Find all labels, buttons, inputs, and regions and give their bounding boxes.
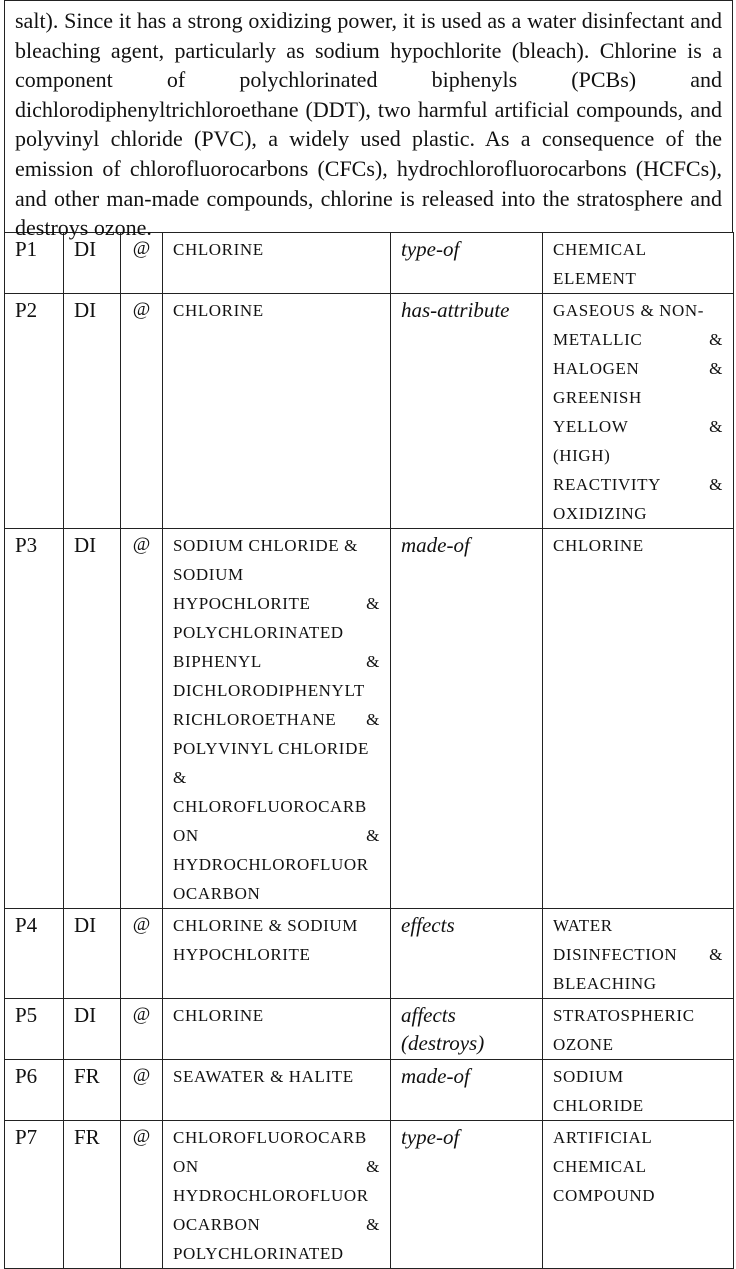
object-cell-line: WATER: [553, 916, 613, 935]
subject-cell-line: SEAWATER & HALITE: [173, 1067, 354, 1086]
relation-cell: type-of: [391, 233, 543, 294]
at-symbol: @: [121, 1121, 163, 1269]
subject-cell-line: CHLORINE: [173, 301, 264, 320]
proposition-source: FR: [64, 1121, 121, 1269]
subject-cell: [163, 999, 391, 1060]
object-cell-line: COMPOUND: [553, 1186, 656, 1205]
object-cell: [543, 294, 734, 529]
at-symbol: @: [121, 233, 163, 294]
table-row: [5, 1060, 734, 1121]
subject-cell-line: CHLORINE: [173, 240, 264, 259]
subject-cell-line: HYPOCHLORITE: [173, 945, 311, 964]
object-cell-line: SODIUM: [553, 1067, 624, 1086]
subject-cell-line: ON &: [173, 1157, 380, 1176]
table-row: [5, 909, 734, 999]
proposition-id: P4: [5, 909, 64, 999]
subject-cell: [163, 1121, 391, 1269]
subject-cell-line: SODIUM: [173, 565, 244, 584]
subject-cell-line: CHLOROFLUOROCARB: [173, 1128, 367, 1147]
object-cell-line: HALOGEN &: [553, 359, 723, 378]
proposition-id: P1: [5, 233, 64, 294]
proposition-source: DI: [64, 529, 121, 909]
relation-cell: made-of: [391, 1060, 543, 1121]
relation-cell: made-of: [391, 529, 543, 909]
object-cell-line: OZONE: [553, 1035, 614, 1054]
proposition-source: DI: [64, 294, 121, 529]
subject-cell-line: CHLORINE & SODIUM: [173, 916, 358, 935]
proposition-table: [4, 232, 734, 1269]
object-cell-line: ARTIFICIAL: [553, 1128, 653, 1147]
object-cell: [543, 529, 734, 909]
subject-cell: [163, 233, 391, 294]
proposition-table-body: [5, 233, 734, 1269]
object-cell-line: METALLIC &: [553, 330, 723, 349]
subject-cell-line: SODIUM CHLORIDE &: [173, 536, 358, 555]
subject-cell-line: HYDROCHLOROFLUOR: [173, 1186, 369, 1205]
at-symbol: @: [121, 909, 163, 999]
proposition-id: P2: [5, 294, 64, 529]
at-symbol: @: [121, 999, 163, 1060]
object-cell: [543, 1060, 734, 1121]
object-cell-line: (HIGH): [553, 446, 611, 465]
proposition-id: P3: [5, 529, 64, 909]
object-cell-line: YELLOW &: [553, 417, 723, 436]
relation-cell: has-attribute: [391, 294, 543, 529]
object-cell-line: GASEOUS & NON-: [553, 301, 705, 320]
object-cell-line: CHLORINE: [553, 536, 644, 555]
proposition-id: P6: [5, 1060, 64, 1121]
subject-cell-line: OCARBON &: [173, 1215, 380, 1234]
table-row: [5, 294, 734, 529]
proposition-source: DI: [64, 999, 121, 1060]
subject-cell: [163, 294, 391, 529]
table-row: [5, 1121, 734, 1269]
object-cell-line: DISINFECTION &: [553, 945, 723, 964]
intro-paragraph: salt). Since it has a strong oxidizing power, it is used as a water disinfectant and bleaching agent, particularly as sodium hypochlorite (bleach). Chlorine is a component of polychlorinated biphenyls (PCBs) and dichlorodiphenyltrichloroethane (DDT), two harmful artificial compounds, and polyvinyl chloride (PVC), a widely used plastic. As a consequence of the emission of chlorofluorocarbons (CFCs), hydrochlorofluorocarbons (HCFCs), and other man-made compounds, chlorine is released into the stratosphere and destroys ozone.: [4, 0, 733, 232]
subject-cell-line: ON &: [173, 826, 380, 845]
object-cell-line: CHLORIDE: [553, 1096, 644, 1115]
relation-cell: effects: [391, 909, 543, 999]
at-symbol: @: [121, 529, 163, 909]
subject-cell-line: RICHLOROETHANE &: [173, 710, 380, 729]
object-cell-line: ELEMENT: [553, 269, 637, 288]
subject-cell-line: HYDROCHLOROFLUOR: [173, 855, 369, 874]
subject-cell: [163, 529, 391, 909]
subject-cell-line: HYPOCHLORITE &: [173, 594, 380, 613]
object-cell-line: CHEMICAL: [553, 240, 647, 259]
subject-cell: [163, 909, 391, 999]
table-row: [5, 529, 734, 909]
proposition-id: P5: [5, 999, 64, 1060]
relation-cell: type-of: [391, 1121, 543, 1269]
at-symbol: @: [121, 1060, 163, 1121]
object-cell: [543, 999, 734, 1060]
subject-cell-line: &: [173, 768, 187, 787]
object-cell-line: STRATOSPHERIC: [553, 1006, 695, 1025]
subject-cell-line: CHLORINE: [173, 1006, 264, 1025]
subject-cell-line: DICHLORODIPHENYLT: [173, 681, 365, 700]
object-cell-line: CHEMICAL: [553, 1157, 647, 1176]
object-cell: [543, 1121, 734, 1269]
subject-cell: [163, 1060, 391, 1121]
object-cell-line: GREENISH: [553, 388, 642, 407]
at-symbol: @: [121, 294, 163, 529]
object-cell-line: OXIDIZING: [553, 504, 648, 523]
document-page: [4, 0, 733, 1269]
subject-cell-line: OCARBON: [173, 884, 261, 903]
object-cell: [543, 233, 734, 294]
object-cell-line: REACTIVITY &: [553, 475, 723, 494]
proposition-source: FR: [64, 1060, 121, 1121]
object-cell: [543, 909, 734, 999]
subject-cell-line: POLYCHLORINATED: [173, 1244, 344, 1263]
relation-cell: affects (destroys): [391, 999, 543, 1060]
proposition-source: DI: [64, 233, 121, 294]
subject-cell-line: BIPHENYL &: [173, 652, 380, 671]
table-row: [5, 999, 734, 1060]
object-cell-line: BLEACHING: [553, 974, 657, 993]
subject-cell-line: POLYVINYL CHLORIDE: [173, 739, 369, 758]
proposition-source: DI: [64, 909, 121, 999]
subject-cell-line: POLYCHLORINATED: [173, 623, 344, 642]
proposition-id: P7: [5, 1121, 64, 1269]
subject-cell-line: CHLOROFLUOROCARB: [173, 797, 367, 816]
